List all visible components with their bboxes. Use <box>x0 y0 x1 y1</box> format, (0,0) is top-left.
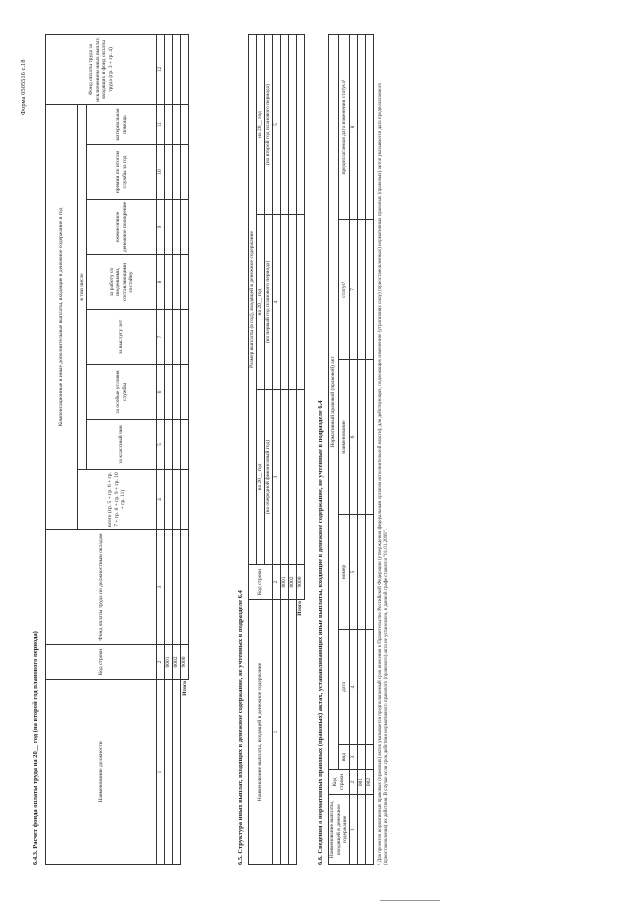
row-code: 001 <box>357 770 365 795</box>
cell[interactable] <box>357 515 365 630</box>
table-row <box>280 34 288 864</box>
cell[interactable] <box>181 530 189 645</box>
cell[interactable] <box>365 795 373 865</box>
cell[interactable] <box>173 200 181 255</box>
header-sub-seniority: за выслугу лет <box>87 310 157 365</box>
colnum: 2 <box>157 645 165 680</box>
header-act-status-change-date: предполагаемая дата изменения статуса¹ <box>339 34 349 219</box>
cell[interactable] <box>165 145 173 200</box>
header-act-status: статус¹ <box>339 220 349 360</box>
period-note: (на первый год планового периода) <box>264 215 272 390</box>
cell[interactable] <box>296 215 304 390</box>
colnum: 8 <box>349 34 357 219</box>
cell[interactable] <box>365 515 373 630</box>
cell[interactable] <box>173 255 181 310</box>
cell[interactable] <box>365 630 373 745</box>
cell[interactable] <box>296 34 304 214</box>
colnum: 4 <box>349 630 357 745</box>
colnum: 1 <box>157 680 165 865</box>
row-code: 0001 <box>165 645 173 680</box>
cell[interactable] <box>165 310 173 365</box>
header-row-code: Код строки <box>46 645 157 680</box>
table-row <box>173 34 181 864</box>
header-sub-monthly-bonus: ежемесячное денежное поощрение <box>87 200 157 255</box>
section-66-title: 6.6. Сведения о нормативных правовых (правовых) актах, устанавливающих иные выплаты, входящие в денежное содержание, не учтенные в подразделе 6.4 <box>317 400 324 865</box>
colnum: 10 <box>157 145 165 200</box>
colnum: 8 <box>157 255 165 310</box>
footnote: ¹ Для проектов нормативных правовых (правовых) актов указывается предполагаемый срок внесения в Правительство Российской Федерации (утверждения федеральным органом исполнительной власти), для действующих, подлежащих изменению (утративших силу) (приостановленных) нормативных правовых (правовых) актов указывается дата предполагаемого (приостановления) их действия. В случае если срок действия нормативного правового (правового) акта не установлен, в данной графе ставится "01.01.2099". <box>378 82 389 865</box>
cell[interactable] <box>357 34 365 219</box>
header-row-code: Код строки <box>329 770 350 795</box>
header-position-name: Наименование должности <box>46 680 157 865</box>
header-act-number: номер <box>339 515 349 630</box>
row-code: 0002 <box>173 645 181 680</box>
colnum: 11 <box>157 104 165 144</box>
period-year: на 20__ год <box>257 390 265 565</box>
section-643-title: 6.4.3. Расчет фонда оплаты труда на 20__ год (на второй год планового периода) <box>32 631 39 865</box>
cell[interactable] <box>165 470 173 530</box>
period-note: (на очередной финансовый год) <box>264 390 272 565</box>
cell[interactable] <box>165 255 173 310</box>
cell[interactable] <box>288 390 296 565</box>
row-code: 002 <box>365 770 373 795</box>
colnum: 4 <box>272 215 280 390</box>
legal-acts-table <box>328 34 374 865</box>
cell[interactable] <box>357 795 365 865</box>
header-sub-annual-bonus: премии по итогам службы за год <box>87 145 157 200</box>
cell[interactable] <box>357 745 365 770</box>
row-code: 0001 <box>280 565 288 600</box>
cell[interactable] <box>296 390 304 565</box>
cell[interactable] <box>181 104 189 144</box>
cell[interactable] <box>357 220 365 360</box>
colnum: 1 <box>272 600 280 865</box>
cell[interactable] <box>181 34 189 104</box>
colnum: 3 <box>157 530 165 645</box>
cell[interactable] <box>181 420 189 470</box>
colnum: 4 <box>157 470 165 530</box>
cell[interactable] <box>181 145 189 200</box>
colnum: 12 <box>157 34 165 104</box>
cell[interactable] <box>288 215 296 390</box>
period-year: на 20__ год <box>257 34 265 214</box>
cell[interactable] <box>181 200 189 255</box>
header-extra-total: всего (гр. 5 + гр. 6 + гр. 7 + гр. 8 + гр. 9 + гр. 10 + гр. 11) <box>78 470 157 530</box>
header-row-code: Код строки <box>249 565 273 600</box>
cell[interactable] <box>181 365 189 420</box>
colnum: 3 <box>349 745 357 770</box>
total-row <box>296 34 304 864</box>
cell[interactable] <box>181 255 189 310</box>
cell[interactable] <box>173 34 181 104</box>
cell[interactable] <box>280 600 288 865</box>
table-row <box>365 34 373 864</box>
column-number-row <box>349 34 357 864</box>
header-act-type: вид <box>339 745 349 770</box>
total-code: 9000 <box>296 565 304 600</box>
cell[interactable] <box>165 365 173 420</box>
table-row <box>165 34 173 864</box>
cell[interactable] <box>173 470 181 530</box>
cell[interactable] <box>173 145 181 200</box>
colnum: 5 <box>349 515 357 630</box>
cell[interactable] <box>280 34 288 214</box>
total-label: Итого <box>297 601 303 616</box>
total-label: Итого <box>181 681 188 696</box>
cell[interactable] <box>173 530 181 645</box>
cell[interactable] <box>365 745 373 770</box>
form-code: Форма 0505516 с.18 <box>20 59 27 115</box>
header-sub-state-secret: за работу со сведениями, составляющими гостайну <box>87 255 157 310</box>
header-sub-special-conditions: за особые условия службы <box>87 365 157 420</box>
header-sub-rank: за классный чин <box>87 420 157 470</box>
header-legal-act: Нормативный правовой (правовой) акт <box>329 34 339 769</box>
colnum: 5 <box>157 420 165 470</box>
colnum: 1 <box>349 795 357 865</box>
fot-table <box>45 34 189 865</box>
cell[interactable] <box>288 34 296 214</box>
cell[interactable] <box>288 600 296 865</box>
cell[interactable] <box>181 310 189 365</box>
period-year: на 20__ год <box>257 215 265 390</box>
header-extra-payments: Компенсационные и иные дополнительные выплаты, входящие в денежное содержание в год <box>46 104 78 529</box>
column-number-row <box>157 34 165 864</box>
header-total-fund: Фонд оплаты труда за исключением иных выплат, входящих в фонд оплаты труда (гр. 3 + гр. 4) <box>46 34 157 104</box>
cell[interactable] <box>165 34 173 104</box>
cell[interactable] <box>357 360 365 515</box>
cell[interactable] <box>280 215 288 390</box>
table-row <box>288 34 296 864</box>
colnum: 6 <box>157 365 165 420</box>
colnum: 5 <box>272 34 280 214</box>
table-row <box>357 34 365 864</box>
cell[interactable] <box>173 365 181 420</box>
colnum: 3 <box>272 390 280 565</box>
total-row <box>181 34 189 864</box>
colnum: 7 <box>349 220 357 360</box>
header-payment-name: Наименование выплаты, входящей в денежное содержание <box>249 600 273 865</box>
cell[interactable] <box>165 200 173 255</box>
cell[interactable] <box>181 470 189 530</box>
cell[interactable] <box>165 420 173 470</box>
header-act-title: наименование <box>339 360 349 515</box>
header-payment-name: Наименование выплаты, входящей в денежное содержание <box>329 795 350 865</box>
colnum: 2 <box>272 565 280 600</box>
cell[interactable] <box>357 630 365 745</box>
period-note: (на второй год планового периода) <box>264 34 272 214</box>
cell[interactable] <box>165 530 173 645</box>
cell[interactable] <box>165 680 173 865</box>
other-payments-table <box>248 34 305 865</box>
header-act-date: дата <box>339 630 349 745</box>
colnum: 6 <box>349 360 357 515</box>
cell[interactable] <box>165 104 173 144</box>
cell[interactable] <box>173 420 181 470</box>
cell[interactable] <box>173 680 181 865</box>
header-including: в том числе <box>78 104 87 469</box>
cell[interactable] <box>173 310 181 365</box>
header-payment-size: Размер выплаты (в год), входящей в денежное содержание <box>249 34 257 564</box>
row-code: 0002 <box>288 565 296 600</box>
colnum: 9 <box>157 200 165 255</box>
colnum: 2 <box>349 770 357 795</box>
total-code: 9000 <box>181 645 189 680</box>
scan-artifact <box>380 900 440 901</box>
header-sub-material-aid: материальная помощь <box>87 104 157 144</box>
colnum: 7 <box>157 310 165 365</box>
cell[interactable] <box>365 34 373 219</box>
header-salary-fund: Фонд оплаты труда по должностным окладам <box>46 530 157 645</box>
cell[interactable] <box>173 104 181 144</box>
column-number-row <box>272 34 280 864</box>
cell[interactable] <box>365 360 373 515</box>
section-65-title: 6.5. Структура иных выплат, входящих в денежное содержание, не учтенных в подразделе 6.4 <box>237 590 244 865</box>
cell[interactable] <box>365 220 373 360</box>
cell[interactable] <box>280 390 288 565</box>
